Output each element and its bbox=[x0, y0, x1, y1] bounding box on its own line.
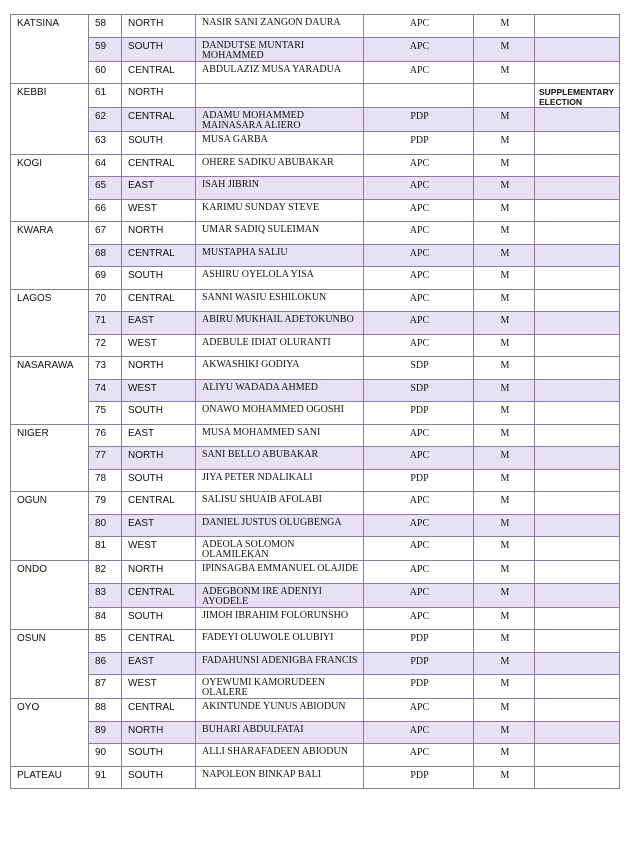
remark-cell bbox=[535, 199, 620, 222]
senator-name-cell: FADAHUNSI ADENIGBA FRANCIS bbox=[196, 652, 364, 675]
remark-cell bbox=[535, 469, 620, 492]
table-row bbox=[11, 154, 620, 177]
senator-name-cell: NAPOLEON BINKAP BALI bbox=[196, 766, 364, 789]
senator-name-cell: ADAMU MOHAMMED MAINASARA ALIERO bbox=[196, 108, 364, 132]
state-cell: PLATEAU bbox=[11, 766, 89, 789]
state-cell: OSUN bbox=[11, 630, 89, 699]
table-row bbox=[11, 61, 620, 84]
table-row bbox=[11, 244, 620, 267]
number-cell: 78 bbox=[89, 469, 122, 492]
remark-cell bbox=[535, 766, 620, 789]
zone-cell: CENTRAL bbox=[122, 108, 196, 132]
party-cell: APC bbox=[364, 177, 474, 200]
zone-cell: SOUTH bbox=[122, 607, 196, 630]
zone-cell: NORTH bbox=[122, 84, 196, 108]
remark-cell bbox=[535, 675, 620, 699]
remark-cell bbox=[535, 652, 620, 675]
remark-cell bbox=[535, 222, 620, 245]
zone-cell: NORTH bbox=[122, 721, 196, 744]
table-row bbox=[11, 267, 620, 290]
zone-cell: WEST bbox=[122, 675, 196, 699]
number-cell: 91 bbox=[89, 766, 122, 789]
number-cell: 82 bbox=[89, 561, 122, 584]
table-row bbox=[11, 675, 620, 699]
senator-name-cell: SANI BELLO ABUBAKAR bbox=[196, 447, 364, 470]
state-cell: NIGER bbox=[11, 424, 89, 492]
senator-name-cell: NASIR SANI ZANGON DAURA bbox=[196, 15, 364, 38]
table-row bbox=[11, 630, 620, 653]
remark-cell bbox=[535, 132, 620, 155]
sex-cell: M bbox=[474, 721, 535, 744]
sex-cell: M bbox=[474, 154, 535, 177]
sex-cell: M bbox=[474, 199, 535, 222]
number-cell: 69 bbox=[89, 267, 122, 290]
number-cell: 58 bbox=[89, 15, 122, 38]
remark-cell bbox=[535, 402, 620, 425]
senator-name-cell: OYEWUMI KAMORUDEEN OLALERE bbox=[196, 675, 364, 699]
senator-name-cell: MUSTAPHA SALIU bbox=[196, 244, 364, 267]
state-cell: LAGOS bbox=[11, 289, 89, 357]
party-cell bbox=[364, 84, 474, 108]
party-cell: APC bbox=[364, 699, 474, 722]
zone-cell: CENTRAL bbox=[122, 630, 196, 653]
table-row bbox=[11, 492, 620, 515]
zone-cell: NORTH bbox=[122, 222, 196, 245]
zone-cell: SOUTH bbox=[122, 766, 196, 789]
table-row bbox=[11, 447, 620, 470]
sex-cell: M bbox=[474, 492, 535, 515]
table-row bbox=[11, 424, 620, 447]
table-row bbox=[11, 132, 620, 155]
remark-cell bbox=[535, 244, 620, 267]
zone-cell: CENTRAL bbox=[122, 61, 196, 84]
state-cell: KOGI bbox=[11, 154, 89, 222]
number-cell: 83 bbox=[89, 583, 122, 607]
senator-name-cell: ALIYU WADADA AHMED bbox=[196, 379, 364, 402]
party-cell: APC bbox=[364, 15, 474, 38]
senator-name-cell: ALLI SHARAFADEEN ABIODUN bbox=[196, 744, 364, 767]
table-row bbox=[11, 744, 620, 767]
number-cell: 76 bbox=[89, 424, 122, 447]
zone-cell: WEST bbox=[122, 199, 196, 222]
sex-cell: M bbox=[474, 222, 535, 245]
senators-table-page bbox=[10, 14, 619, 789]
zone-cell: CENTRAL bbox=[122, 699, 196, 722]
sex-cell: M bbox=[474, 447, 535, 470]
table-row bbox=[11, 402, 620, 425]
table-body bbox=[11, 15, 620, 789]
party-cell: PDP bbox=[364, 108, 474, 132]
party-cell: APC bbox=[364, 424, 474, 447]
senator-name-cell: ABDULAZIZ MUSA YARADUA bbox=[196, 61, 364, 84]
party-cell: APC bbox=[364, 37, 474, 61]
party-cell: PDP bbox=[364, 402, 474, 425]
party-cell: APC bbox=[364, 583, 474, 607]
zone-cell: CENTRAL bbox=[122, 492, 196, 515]
zone-cell: CENTRAL bbox=[122, 244, 196, 267]
senator-name-cell: SALISU SHUAIB AFOLABI bbox=[196, 492, 364, 515]
number-cell: 73 bbox=[89, 357, 122, 380]
senator-name-cell: UMAR SADIQ SULEIMAN bbox=[196, 222, 364, 245]
number-cell: 72 bbox=[89, 334, 122, 357]
senator-name-cell: JIYA PETER NDALIKALI bbox=[196, 469, 364, 492]
sex-cell: M bbox=[474, 244, 535, 267]
zone-cell: SOUTH bbox=[122, 132, 196, 155]
sex-cell: M bbox=[474, 108, 535, 132]
remark-cell bbox=[535, 721, 620, 744]
sex-cell: M bbox=[474, 15, 535, 38]
sex-cell: M bbox=[474, 675, 535, 699]
remark-cell bbox=[535, 630, 620, 653]
senator-name-cell: MUSA GARBA bbox=[196, 132, 364, 155]
sex-cell: M bbox=[474, 357, 535, 380]
number-cell: 89 bbox=[89, 721, 122, 744]
remark-cell bbox=[535, 312, 620, 335]
party-cell: APC bbox=[364, 244, 474, 267]
zone-cell: CENTRAL bbox=[122, 154, 196, 177]
number-cell: 86 bbox=[89, 652, 122, 675]
zone-cell: SOUTH bbox=[122, 744, 196, 767]
number-cell: 79 bbox=[89, 492, 122, 515]
number-cell: 70 bbox=[89, 289, 122, 312]
senator-name-cell bbox=[196, 84, 364, 108]
party-cell: APC bbox=[364, 289, 474, 312]
state-cell: OYO bbox=[11, 699, 89, 767]
table-row bbox=[11, 312, 620, 335]
table-row bbox=[11, 199, 620, 222]
remark-cell bbox=[535, 15, 620, 38]
sex-cell: M bbox=[474, 424, 535, 447]
senator-name-cell: JIMOH IBRAHIM FOLORUNSHO bbox=[196, 607, 364, 630]
zone-cell: SOUTH bbox=[122, 37, 196, 61]
remark-cell bbox=[535, 492, 620, 515]
table-row bbox=[11, 537, 620, 561]
remark-cell bbox=[535, 699, 620, 722]
senator-name-cell: ONAWO MOHAMMED OGOSHI bbox=[196, 402, 364, 425]
table-row bbox=[11, 15, 620, 38]
senator-name-cell: SANNI WASIU ESHILOKUN bbox=[196, 289, 364, 312]
number-cell: 88 bbox=[89, 699, 122, 722]
remark-cell bbox=[535, 357, 620, 380]
sex-cell: M bbox=[474, 699, 535, 722]
party-cell: APC bbox=[364, 607, 474, 630]
party-cell: APC bbox=[364, 199, 474, 222]
senator-name-cell: FADEYI OLUWOLE OLUBIYI bbox=[196, 630, 364, 653]
table-row bbox=[11, 652, 620, 675]
zone-cell: EAST bbox=[122, 177, 196, 200]
number-cell: 64 bbox=[89, 154, 122, 177]
party-cell: APC bbox=[364, 447, 474, 470]
number-cell: 80 bbox=[89, 514, 122, 537]
zone-cell: EAST bbox=[122, 424, 196, 447]
remark-cell bbox=[535, 37, 620, 61]
sex-cell: M bbox=[474, 469, 535, 492]
party-cell: PDP bbox=[364, 652, 474, 675]
state-cell: ONDO bbox=[11, 561, 89, 630]
state-cell: OGUN bbox=[11, 492, 89, 561]
zone-cell: SOUTH bbox=[122, 267, 196, 290]
remark-cell bbox=[535, 607, 620, 630]
zone-cell: SOUTH bbox=[122, 402, 196, 425]
zone-cell: WEST bbox=[122, 379, 196, 402]
senator-name-cell: DANDUTSE MUNTARI MOHAMMED bbox=[196, 37, 364, 61]
senator-name-cell: ADEBULE IDIAT OLURANTI bbox=[196, 334, 364, 357]
number-cell: 61 bbox=[89, 84, 122, 108]
party-cell: APC bbox=[364, 561, 474, 584]
table-row bbox=[11, 357, 620, 380]
zone-cell: EAST bbox=[122, 312, 196, 335]
remark-cell bbox=[535, 154, 620, 177]
table-row bbox=[11, 379, 620, 402]
table-row bbox=[11, 177, 620, 200]
remark-cell bbox=[535, 447, 620, 470]
sex-cell: M bbox=[474, 583, 535, 607]
remark-cell bbox=[535, 267, 620, 290]
party-cell: APC bbox=[364, 154, 474, 177]
number-cell: 90 bbox=[89, 744, 122, 767]
senator-name-cell: BUHARI ABDULFATAI bbox=[196, 721, 364, 744]
senator-name-cell: OHERE SADIKU ABUBAKAR bbox=[196, 154, 364, 177]
table-row bbox=[11, 222, 620, 245]
number-cell: 85 bbox=[89, 630, 122, 653]
table-row bbox=[11, 699, 620, 722]
zone-cell: EAST bbox=[122, 514, 196, 537]
senator-name-cell: IPINSAGBA EMMANUEL OLAJIDE bbox=[196, 561, 364, 584]
sex-cell: M bbox=[474, 267, 535, 290]
table-row bbox=[11, 766, 620, 789]
number-cell: 84 bbox=[89, 607, 122, 630]
table-row bbox=[11, 289, 620, 312]
senator-name-cell: AKWASHIKI GODIYA bbox=[196, 357, 364, 380]
number-cell: 67 bbox=[89, 222, 122, 245]
sex-cell: M bbox=[474, 177, 535, 200]
number-cell: 71 bbox=[89, 312, 122, 335]
number-cell: 81 bbox=[89, 537, 122, 561]
remark-cell bbox=[535, 379, 620, 402]
sex-cell: M bbox=[474, 514, 535, 537]
sex-cell: M bbox=[474, 289, 535, 312]
zone-cell: NORTH bbox=[122, 561, 196, 584]
sex-cell: M bbox=[474, 402, 535, 425]
number-cell: 60 bbox=[89, 61, 122, 84]
party-cell: APC bbox=[364, 61, 474, 84]
remark-cell bbox=[535, 177, 620, 200]
number-cell: 62 bbox=[89, 108, 122, 132]
table-row bbox=[11, 334, 620, 357]
remark-cell bbox=[535, 744, 620, 767]
party-cell: APC bbox=[364, 537, 474, 561]
senator-name-cell: DANIEL JUSTUS OLUGBENGA bbox=[196, 514, 364, 537]
senator-name-cell: ASHIRU OYELOLA YISA bbox=[196, 267, 364, 290]
zone-cell: NORTH bbox=[122, 357, 196, 380]
sex-cell: M bbox=[474, 37, 535, 61]
table-row bbox=[11, 721, 620, 744]
party-cell: APC bbox=[364, 267, 474, 290]
table-row bbox=[11, 607, 620, 630]
state-cell: KWARA bbox=[11, 222, 89, 290]
remark-cell bbox=[535, 289, 620, 312]
number-cell: 74 bbox=[89, 379, 122, 402]
table-row bbox=[11, 514, 620, 537]
party-cell: APC bbox=[364, 514, 474, 537]
number-cell: 75 bbox=[89, 402, 122, 425]
senator-name-cell: KARIMU SUNDAY STEVE bbox=[196, 199, 364, 222]
sex-cell: M bbox=[474, 744, 535, 767]
state-cell: KATSINA bbox=[11, 15, 89, 84]
remark-cell bbox=[535, 561, 620, 584]
sex-cell: M bbox=[474, 61, 535, 84]
number-cell: 68 bbox=[89, 244, 122, 267]
remark-cell bbox=[535, 583, 620, 607]
remark-cell bbox=[535, 334, 620, 357]
table-row bbox=[11, 561, 620, 584]
sex-cell: M bbox=[474, 630, 535, 653]
remark-cell: SUPPLEMENTARY ELECTION bbox=[535, 84, 620, 108]
party-cell: APC bbox=[364, 312, 474, 335]
party-cell: APC bbox=[364, 222, 474, 245]
remark-cell bbox=[535, 514, 620, 537]
sex-cell: M bbox=[474, 766, 535, 789]
senator-name-cell: ADEGBONM IRE ADENIYI AYODELE bbox=[196, 583, 364, 607]
sex-cell: M bbox=[474, 132, 535, 155]
party-cell: PDP bbox=[364, 766, 474, 789]
party-cell: PDP bbox=[364, 675, 474, 699]
senator-name-cell: ABIRU MUKHAIL ADETOKUNBO bbox=[196, 312, 364, 335]
table-row bbox=[11, 84, 620, 108]
zone-cell: SOUTH bbox=[122, 469, 196, 492]
zone-cell: CENTRAL bbox=[122, 289, 196, 312]
sex-cell: M bbox=[474, 561, 535, 584]
number-cell: 59 bbox=[89, 37, 122, 61]
remark-cell bbox=[535, 537, 620, 561]
number-cell: 77 bbox=[89, 447, 122, 470]
party-cell: PDP bbox=[364, 132, 474, 155]
senator-name-cell: ISAH JIBRIN bbox=[196, 177, 364, 200]
sex-cell: M bbox=[474, 379, 535, 402]
sex-cell: M bbox=[474, 652, 535, 675]
senators-table bbox=[10, 14, 620, 789]
party-cell: APC bbox=[364, 334, 474, 357]
number-cell: 66 bbox=[89, 199, 122, 222]
sex-cell: M bbox=[474, 312, 535, 335]
sex-cell bbox=[474, 84, 535, 108]
table-row bbox=[11, 108, 620, 132]
sex-cell: M bbox=[474, 607, 535, 630]
zone-cell: CENTRAL bbox=[122, 583, 196, 607]
senator-name-cell: ADEOLA SOLOMON OLAMILEKAN bbox=[196, 537, 364, 561]
table-row bbox=[11, 469, 620, 492]
zone-cell: WEST bbox=[122, 334, 196, 357]
party-cell: SDP bbox=[364, 357, 474, 380]
sex-cell: M bbox=[474, 334, 535, 357]
party-cell: SDP bbox=[364, 379, 474, 402]
number-cell: 65 bbox=[89, 177, 122, 200]
remark-cell bbox=[535, 61, 620, 84]
zone-cell: WEST bbox=[122, 537, 196, 561]
zone-cell: EAST bbox=[122, 652, 196, 675]
senator-name-cell: AKINTUNDE YUNUS ABIODUN bbox=[196, 699, 364, 722]
state-cell: NASARAWA bbox=[11, 357, 89, 425]
sex-cell: M bbox=[474, 537, 535, 561]
remark-cell bbox=[535, 108, 620, 132]
table-row bbox=[11, 37, 620, 61]
number-cell: 87 bbox=[89, 675, 122, 699]
party-cell: APC bbox=[364, 492, 474, 515]
number-cell: 63 bbox=[89, 132, 122, 155]
zone-cell: NORTH bbox=[122, 447, 196, 470]
senator-name-cell: MUSA MOHAMMED SANI bbox=[196, 424, 364, 447]
party-cell: APC bbox=[364, 744, 474, 767]
party-cell: PDP bbox=[364, 630, 474, 653]
state-cell: KEBBI bbox=[11, 84, 89, 155]
zone-cell: NORTH bbox=[122, 15, 196, 38]
remark-cell bbox=[535, 424, 620, 447]
party-cell: APC bbox=[364, 721, 474, 744]
table-row bbox=[11, 583, 620, 607]
party-cell: PDP bbox=[364, 469, 474, 492]
